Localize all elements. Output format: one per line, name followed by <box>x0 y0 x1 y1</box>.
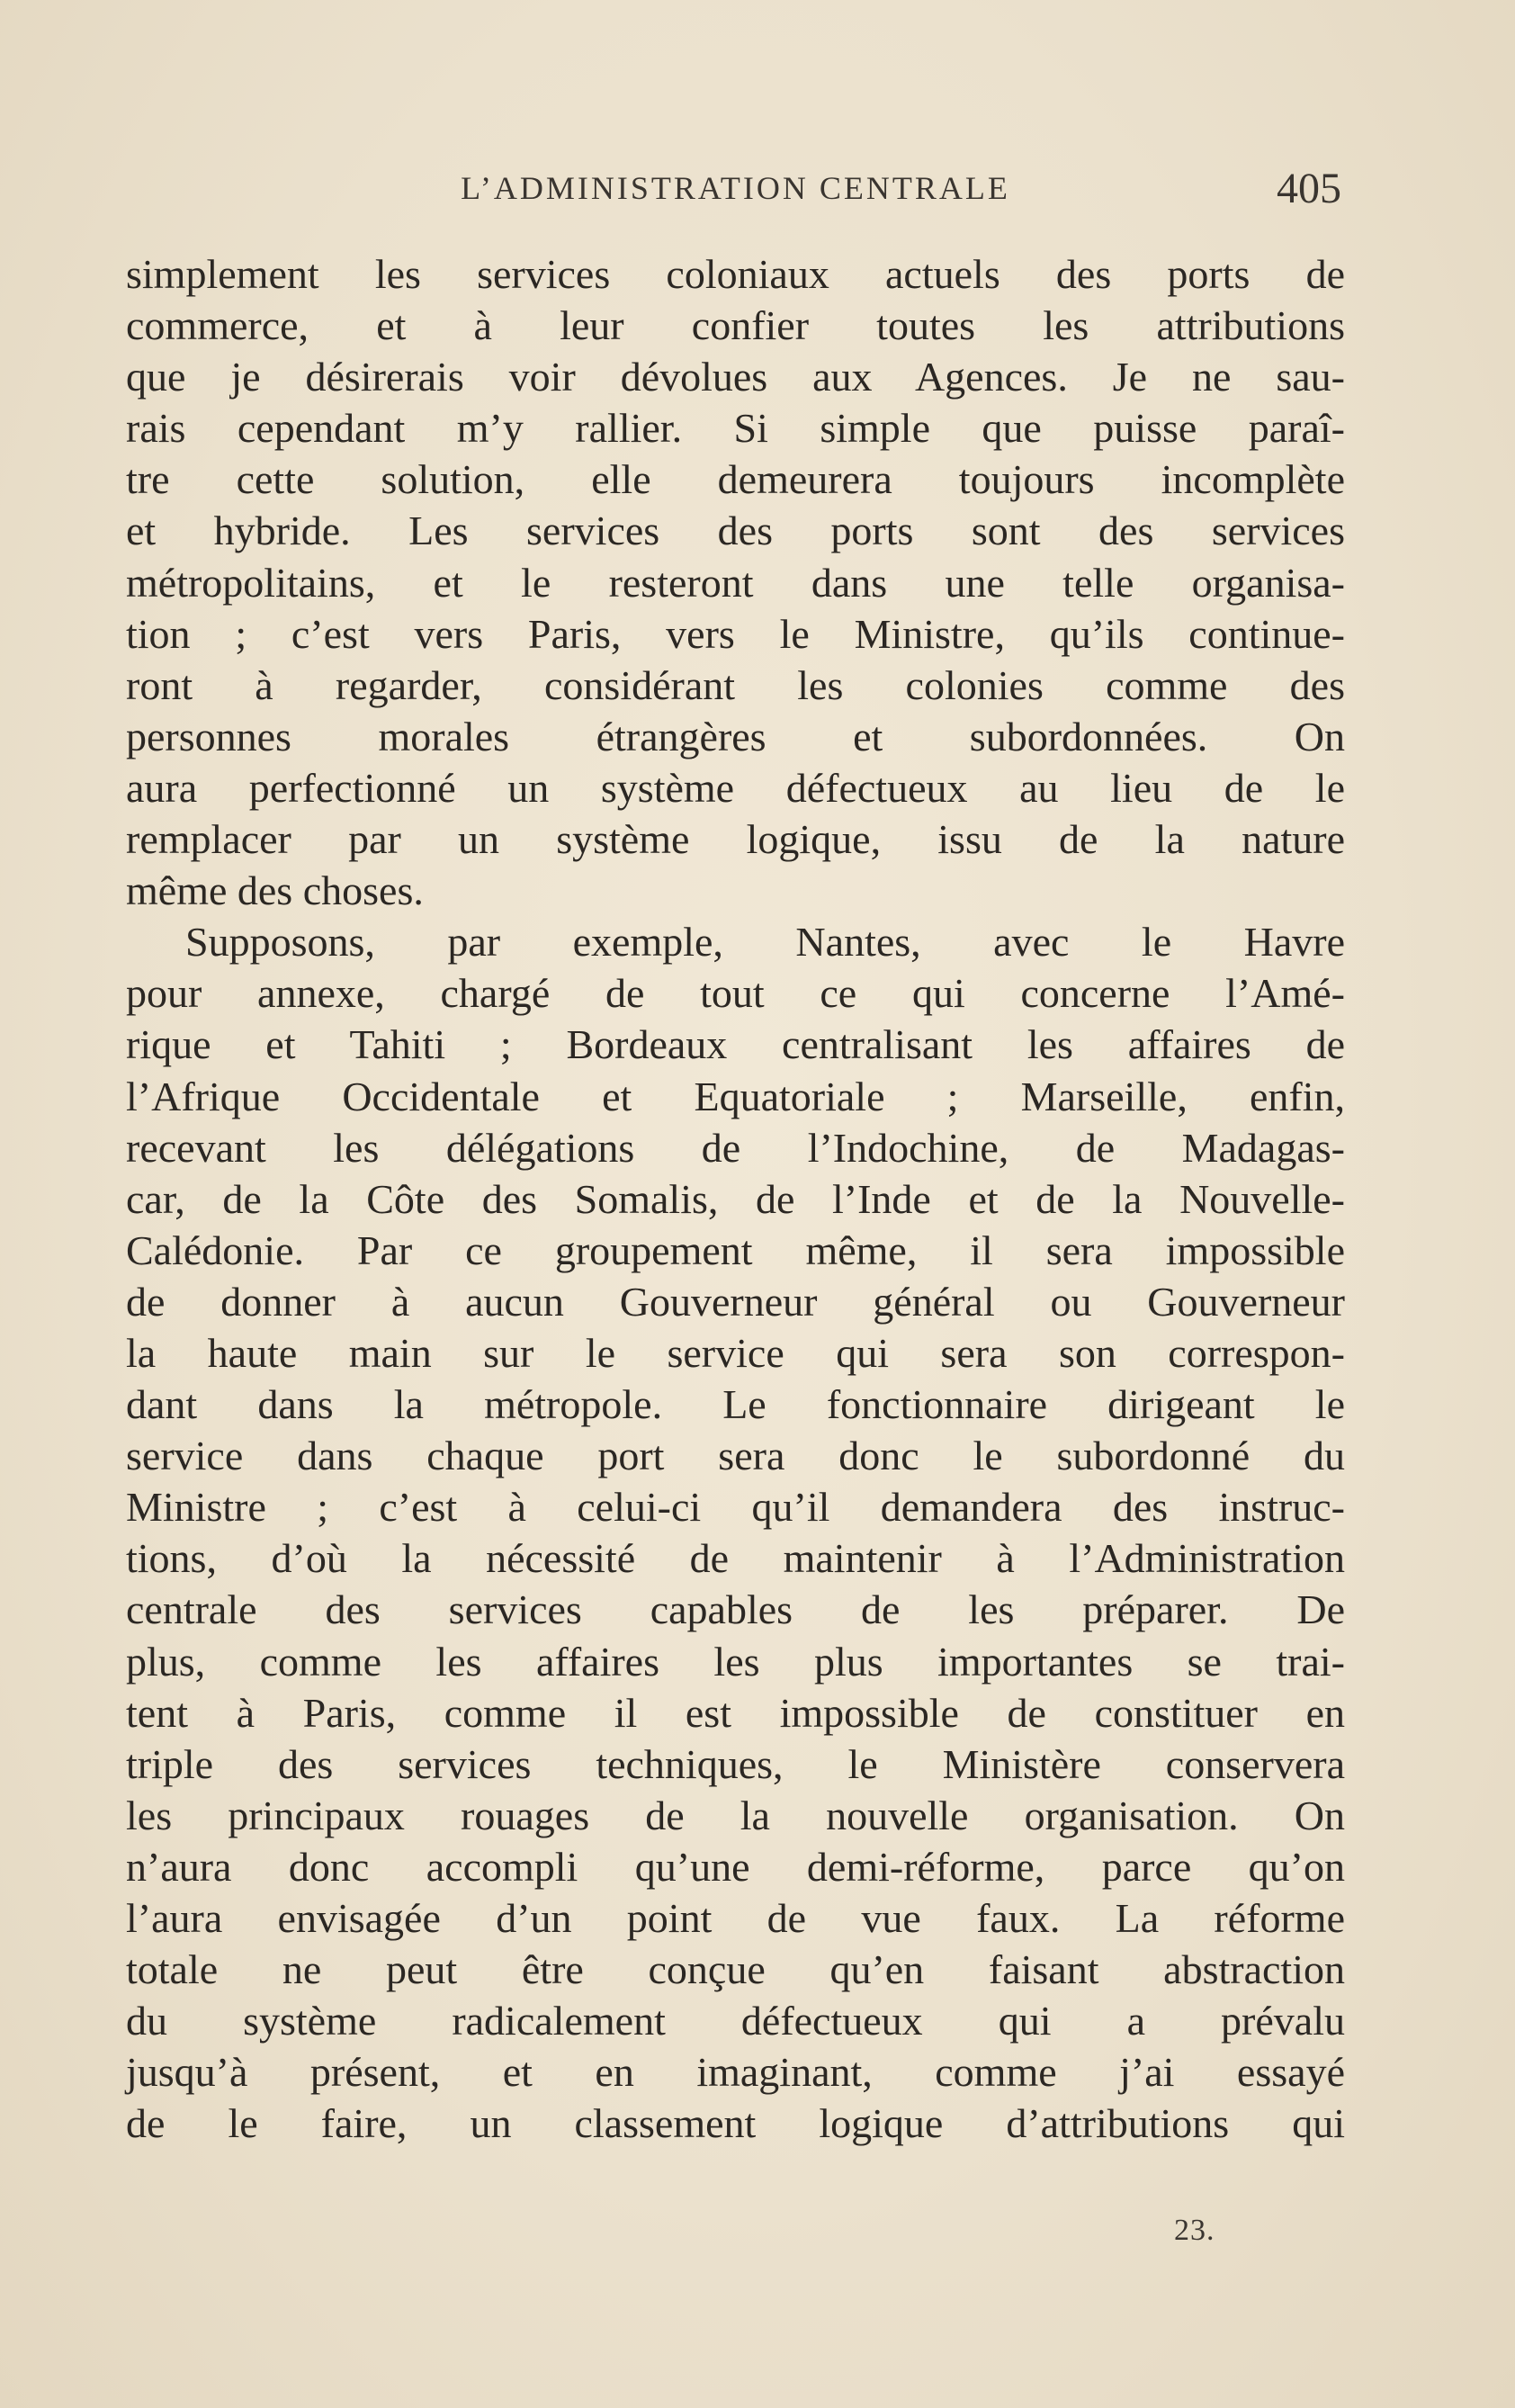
text-line: triple des services techniques, le Ministère conservera <box>126 1740 1345 1787</box>
text-line: tion ; c’est vers Paris, vers le Ministre, qu’ils continue- <box>126 610 1345 657</box>
text-line: de le faire, un classement logique d’attributions qui <box>126 2100 1345 2147</box>
text-line: de donner à aucun Gouverneur général ou Gouverneur <box>126 1278 1345 1325</box>
text-line: totale ne peut être conçue qu’en faisant abstraction <box>126 1946 1345 1993</box>
paragraph-end-line: même des choses. <box>126 867 424 914</box>
text-line: dant dans la métropole. Le fonctionnaire dirigeant le <box>126 1381 1345 1428</box>
text-line: les principaux rouages de la nouvelle organisation. On <box>126 1792 1345 1838</box>
paragraph-start-line: Supposons, par exemple, Nantes, avec le Havre <box>185 919 1345 966</box>
text-line: la haute main sur le service qui sera son correspon- <box>126 1329 1345 1376</box>
text-line: rique et Tahiti ; Bordeaux centralisant les affaires de <box>126 1021 1345 1068</box>
text-line: pour annexe, chargé de tout ce qui concerne l’Amé- <box>126 970 1345 1017</box>
text-line: tre cette solution, elle demeurera toujours incomplète <box>126 456 1345 503</box>
text-line: Ministre ; c’est à celui-ci qu’il demandera des instruc- <box>126 1484 1345 1531</box>
text-line: n’aura donc accompli qu’une demi-réforme, parce qu’on <box>126 1843 1345 1890</box>
text-line: que je désirerais voir dévolues aux Agences. Je ne sau- <box>126 354 1345 400</box>
running-head <box>126 160 1345 214</box>
text-line: simplement les services coloniaux actuels des ports de <box>126 251 1345 297</box>
text-line: l’Afrique Occidentale et Equatoriale ; Marseille, enfin, <box>126 1073 1345 1119</box>
text-line: centrale des services capables de les préparer. De <box>126 1586 1345 1633</box>
signature-mark: 23. <box>1174 2214 1215 2247</box>
text-line: recevant les délégations de l’Indochine, de Madagas- <box>126 1124 1345 1171</box>
body-text <box>126 248 1345 2149</box>
text-line: Calédonie. Par ce groupement même, il sera impossible <box>126 1226 1345 1273</box>
text-line: ront à regarder, considérant les colonies comme des <box>126 661 1345 708</box>
text-line: car, de la Côte des Somalis, de l’Inde et de la Nouvelle- <box>126 1175 1345 1222</box>
text-line: service dans chaque port sera donc le subordonné du <box>126 1433 1345 1479</box>
text-line: métropolitains, et le resteront dans une telle organisa- <box>126 559 1345 606</box>
text-line: commerce, et à leur confier toutes les attributions <box>126 302 1345 349</box>
text-line: remplacer par un système logique, issu de la nature <box>126 816 1345 863</box>
page-number: 405 <box>1277 165 1341 212</box>
text-line: tent à Paris, comme il est impossible de constituer en <box>126 1689 1345 1736</box>
text-line: aura perfectionné un système défectueux au lieu de le <box>126 764 1345 811</box>
text-line: l’aura envisagée d’un point de vue faux. La réforme <box>126 1895 1345 1941</box>
text-line: rais cependant m’y rallier. Si simple que puisse paraî- <box>126 405 1345 452</box>
text-line: plus, comme les affaires les plus importantes se trai- <box>126 1638 1345 1685</box>
text-line: et hybride. Les services des ports sont des services <box>126 508 1345 554</box>
text-line: personnes morales étrangères et subordonnées. On <box>126 713 1345 759</box>
text-line: jusqu’à présent, et en imaginant, comme j’ai essayé <box>126 2049 1345 2096</box>
text-line: tions, d’où la nécessité de maintenir à l’Administration <box>126 1535 1345 1582</box>
running-title: L’ADMINISTRATION CENTRALE <box>461 170 1010 206</box>
text-line: du système radicalement défectueux qui a prévalu <box>126 1998 1345 2044</box>
